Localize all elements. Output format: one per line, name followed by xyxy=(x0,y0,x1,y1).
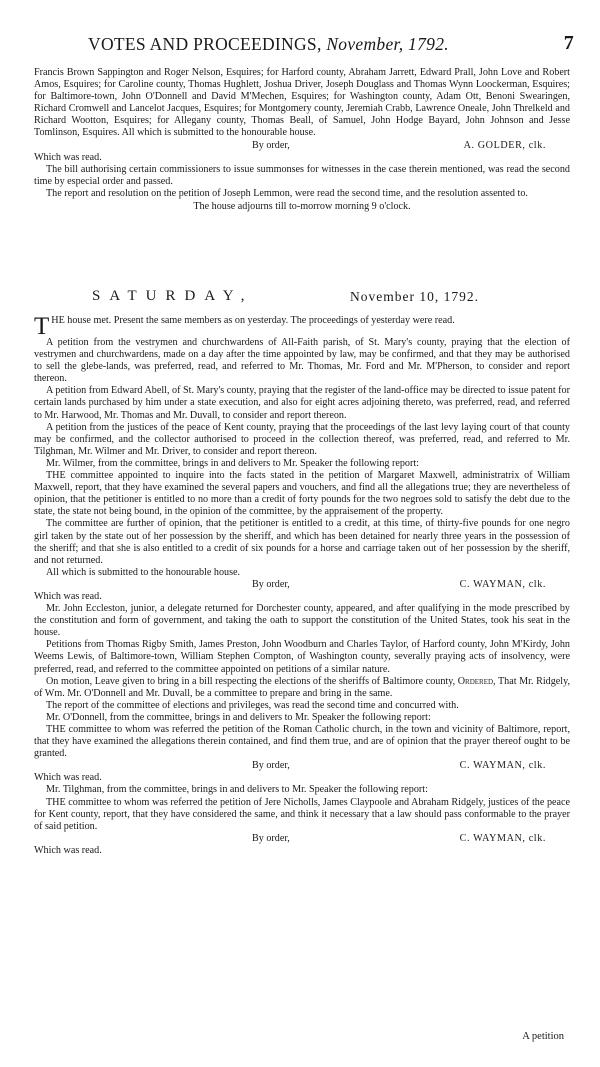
signature-line-2 xyxy=(34,760,570,772)
by-order-label: By order, xyxy=(252,139,290,151)
motion-order-text: That Mr. Ridgely, of Wm. Mr. O'Donnell and Mr. Duvall, be a committee to prepare and bring in the same. xyxy=(34,675,570,699)
member-list-paragraph: Francis Brown Sappington and Roger Nelson, Esquires; for Harford county, Abraham Jarrett, Edward Prall, John Love and Robert Amos, Esquires; for Caroline county, Thomas Hughlett, Joshua Driver, Joseph Douglass and Thomas Wynn Loockerman, Esquires; for Baltimore-town, John O'Donnell and David M'Mechen, Esquires; for Washington county, Adam Ott, Benoni Swearingen, Richard Cromwell and Lancelot Jacques, Esquires; for Montgomery county, Jeremiah Crabb, Lawrence Oneale, John Threlkeld and Richard Wootton, Esquires; for Allegany county, Thomas Beall, of Samuel, John Hodge Bayard, John Johnson and Jesse Tomlinson, Esquires. All which is submitted to the honourable house. xyxy=(34,67,570,139)
maxwell-report-paragraph: THE committee appointed to inquire into the facts stated in the petition of Margaret Maxwell, administratrix of William Maxwell, report, that they have examined the several papers and vouchers, and find all the allegations true; they are nevertheless of opinion, that the petitioner is entitled to no more than a credit of forty pounds for the two negroes sold to satisfy the debt due to the state, the state not being bound, in the opinion of the committee, by the appraisement of the property. xyxy=(34,470,570,518)
wilmer-paragraph: Mr. Wilmer, from the committee, brings in and delivers to Mr. Speaker the following report: xyxy=(46,457,419,469)
day-name: SATURDAY, xyxy=(92,288,254,304)
which-read-text: Which was read. xyxy=(34,151,102,163)
which-read-line-1 xyxy=(34,591,570,603)
by-order-label-1: By order, xyxy=(252,578,290,590)
by-order-label-2: By order, xyxy=(252,760,290,772)
further-opinion-paragraph: The committee are further of opinion, that the petitioner is entitled to a credit, at this time, of thirty-five pounds for one negro girl taken by the state out of her possession by the sheriff, and which has been detained for nearly three years in the possession of the sheriff; and that she is also entitled to a credit of six pounds for a horse and carriage taken out of her possession by the sheriff, and not returned. xyxy=(34,518,570,566)
signature-line-3 xyxy=(34,833,570,845)
friday-section xyxy=(34,67,570,213)
day-heading xyxy=(34,288,570,308)
submitted-line: All which is submitted to the honourable house. xyxy=(46,566,241,578)
running-title xyxy=(88,34,449,55)
title-main: VOTES AND PROCEEDINGS, xyxy=(88,34,322,54)
page-number: 7 xyxy=(563,32,574,54)
adjourn-line xyxy=(34,201,570,213)
opening-text: HE house met. Present the same members as on yesterday. The proceedings of yesterday were read. xyxy=(51,315,455,326)
which-read-line-3 xyxy=(34,845,570,857)
bill-paragraph: The bill authorising certain commissioners to issue summonses for witnesses in the case therein mentioned, was read the second time by especial order and passed. xyxy=(34,163,570,187)
which-read-line xyxy=(34,152,570,164)
which-read-line-2 xyxy=(34,772,570,784)
running-header xyxy=(58,34,574,56)
which-read-text-2: Which was read. xyxy=(34,772,102,784)
adjourn-text: The house adjourns till to-morrow morning 9 o'clock. xyxy=(193,201,411,213)
day-date: November 10, 1792. xyxy=(350,289,479,304)
catholic-report-paragraph: THE committee to whom was referred the petition of the Roman Catholic church, in the town and vicinity of Baltimore, report, that they have examined the allegations therein contained, and find them true, and are of opinion that the prayer thereof ought to be granted. xyxy=(34,724,570,760)
drop-cap: T xyxy=(34,313,50,340)
clerk-signature-2: C. WAYMAN, clk. xyxy=(459,760,546,772)
clerk-signature: A. GOLDER, clk. xyxy=(463,139,546,151)
kent-report-paragraph: THE committee to whom was referred the petition of Jere Nicholls, James Claypoole and Abraham Ridgely, justices of the peace for Kent county, report, that they have considered the same, and think it necessary that a law should pass conformable to the prayer of said petition. xyxy=(34,796,570,832)
opening-paragraph xyxy=(34,313,570,340)
clerk-signature-1: C. WAYMAN, clk. xyxy=(459,578,546,590)
clerk-signature-3: C. WAYMAN, clk. xyxy=(459,832,546,844)
by-order-label-3: By order, xyxy=(252,832,290,844)
insolvency-paragraph: Petitions from Thomas Rigby Smith, James Preston, John Woodburn and Charles Taylor, of Harford county, John M'Kirdy, John Weems Lewis, of Baltimore-town, William Stephen Compton, of Washington county, severally praying acts of insolvency, were preferred, read, and referred to the committee appointed on petitions of a similar nature. xyxy=(34,639,570,675)
allfaith-paragraph: A petition from the vestrymen and churchwardens of All-Faith parish, of St. Mary's county, praying that the election of vestrymen and churchwardens, made on a day after the time appointed by law, may be confirmed, and that they may be authorised to sell the glebe-lands, was preferred, read, and referred to Mr. Thomas, Mr. Ford and Mr. M'Pherson, to consider and report thereon. xyxy=(34,337,570,385)
saturday-section xyxy=(34,315,570,857)
elections-paragraph: The report of the committee of elections and privileges, was read the second time and concurred with. xyxy=(46,699,459,711)
title-date: November, 1792. xyxy=(326,34,449,54)
motion-paragraph xyxy=(34,676,570,700)
which-read-text-1: Which was read. xyxy=(34,590,102,602)
kent-petition-paragraph: A petition from the justices of the peace of Kent county, praying that the proceedings of the last levy laying court of that county may be confirmed, and the collector authorised to proceed in the collection thereof, was preferred, read, and referred to Mr. Tilghman, Mr. Wilmer and Mr. Driver, to consider and report thereon. xyxy=(34,421,570,457)
signature-line-1 xyxy=(34,579,570,591)
which-read-text-3: Which was read. xyxy=(34,844,102,856)
odonnell-paragraph: Mr. O'Donnell, from the committee, brings in and delivers to Mr. Speaker the following report: xyxy=(46,711,431,723)
tilghman-paragraph: Mr. Tilghman, from the committee, brings in and delivers to Mr. Speaker the following report: xyxy=(46,784,428,796)
catchword: A petition xyxy=(522,1031,564,1042)
signature-line xyxy=(34,140,570,152)
eccleston-paragraph: Mr. John Eccleston, junior, a delegate returned for Dorchester county, appeared, and after qualifying in the mode prescribed by the constitution and form of government, and taking the oath to support the constitution of the United States, took his seat in the house. xyxy=(34,603,570,639)
report-paragraph: The report and resolution on the petition of Joseph Lemmon, were read the second time, and the resolution assented to. xyxy=(46,187,528,199)
motion-text: On motion, Leave given to bring in a bill respecting the elections of the sheriffs of Baltimore county, xyxy=(46,675,456,687)
ordered-label: Ordered, xyxy=(457,675,496,687)
abell-paragraph: A petition from Edward Abell, of St. Mary's county, praying that the register of the land-office may be directed to issue patent for certain lands purchased by him under a state execution, and also for eight acres adjoining thereto, was preferred, read, and referred to Mr. Harwood, Mr. Thomas and Mr. Duvall, to consider and report thereon. xyxy=(34,385,570,421)
